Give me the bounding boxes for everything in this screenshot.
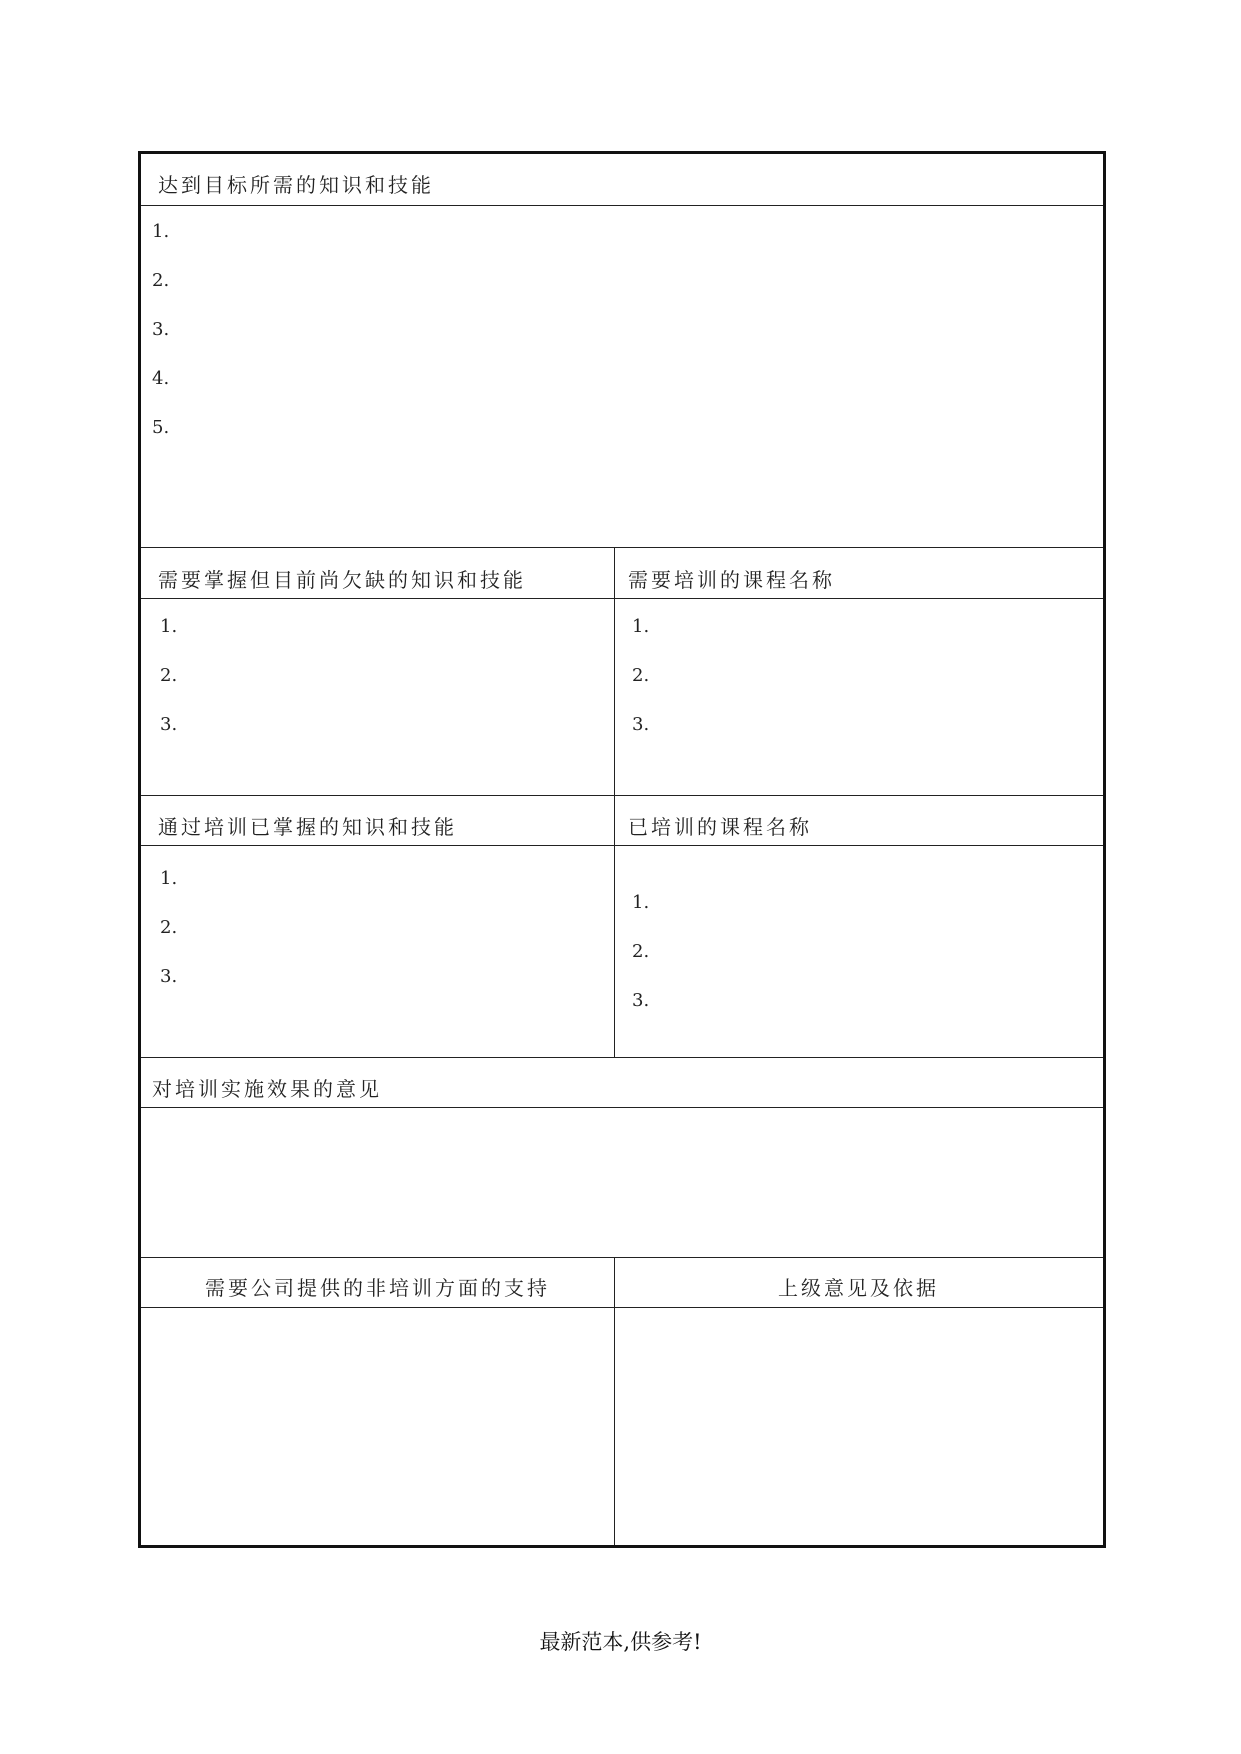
divider (141, 845, 1103, 846)
knowledge-needed-item-2: 2. (152, 270, 170, 291)
mastered-knowledge-item-2: 2. (160, 917, 178, 938)
non-training-support-header: 需要公司提供的非培训方面的支持 (205, 1276, 550, 1300)
courses-trained-item-1: 1. (632, 892, 650, 913)
training-feedback-header: 对培训实施效果的意见 (152, 1077, 382, 1101)
lacking-knowledge-item-2: 2. (160, 665, 178, 686)
courses-trained-header: 已培训的课程名称 (628, 815, 812, 839)
lacking-knowledge-header: 需要掌握但目前尚欠缺的知识和技能 (158, 568, 526, 592)
knowledge-needed-item-1: 1. (152, 221, 170, 242)
footer-note: 最新范本,供参考! (539, 1630, 702, 1654)
courses-needed-item-3: 3. (632, 714, 650, 735)
column-divider (614, 547, 615, 1057)
courses-needed-header: 需要培训的课程名称 (628, 568, 835, 592)
divider (141, 795, 1103, 796)
divider (141, 205, 1103, 206)
training-feedback-body (141, 1107, 1103, 1257)
courses-needed-item-1: 1. (632, 616, 650, 637)
divider (141, 547, 1103, 548)
knowledge-needed-item-5: 5. (152, 417, 170, 438)
mastered-knowledge-header: 通过培训已掌握的知识和技能 (158, 815, 457, 839)
divider (141, 1257, 1103, 1258)
knowledge-needed-item-3: 3. (152, 319, 170, 340)
mastered-knowledge-item-1: 1. (160, 868, 178, 889)
courses-trained-item-2: 2. (632, 941, 650, 962)
knowledge-needed-item-4: 4. (152, 368, 170, 389)
courses-needed-item-2: 2. (632, 665, 650, 686)
knowledge-needed-header: 达到目标所需的知识和技能 (158, 173, 434, 197)
supervisor-opinion-header: 上级意见及依据 (778, 1276, 939, 1300)
divider (141, 598, 1103, 599)
lacking-knowledge-item-3: 3. (160, 714, 178, 735)
lacking-knowledge-item-1: 1. (160, 616, 178, 637)
courses-trained-item-3: 3. (632, 990, 650, 1011)
non-training-support-body (141, 1307, 614, 1545)
divider (141, 1057, 1103, 1058)
training-form-table (138, 151, 1106, 1548)
mastered-knowledge-item-3: 3. (160, 966, 178, 987)
supervisor-opinion-body (614, 1307, 1103, 1545)
